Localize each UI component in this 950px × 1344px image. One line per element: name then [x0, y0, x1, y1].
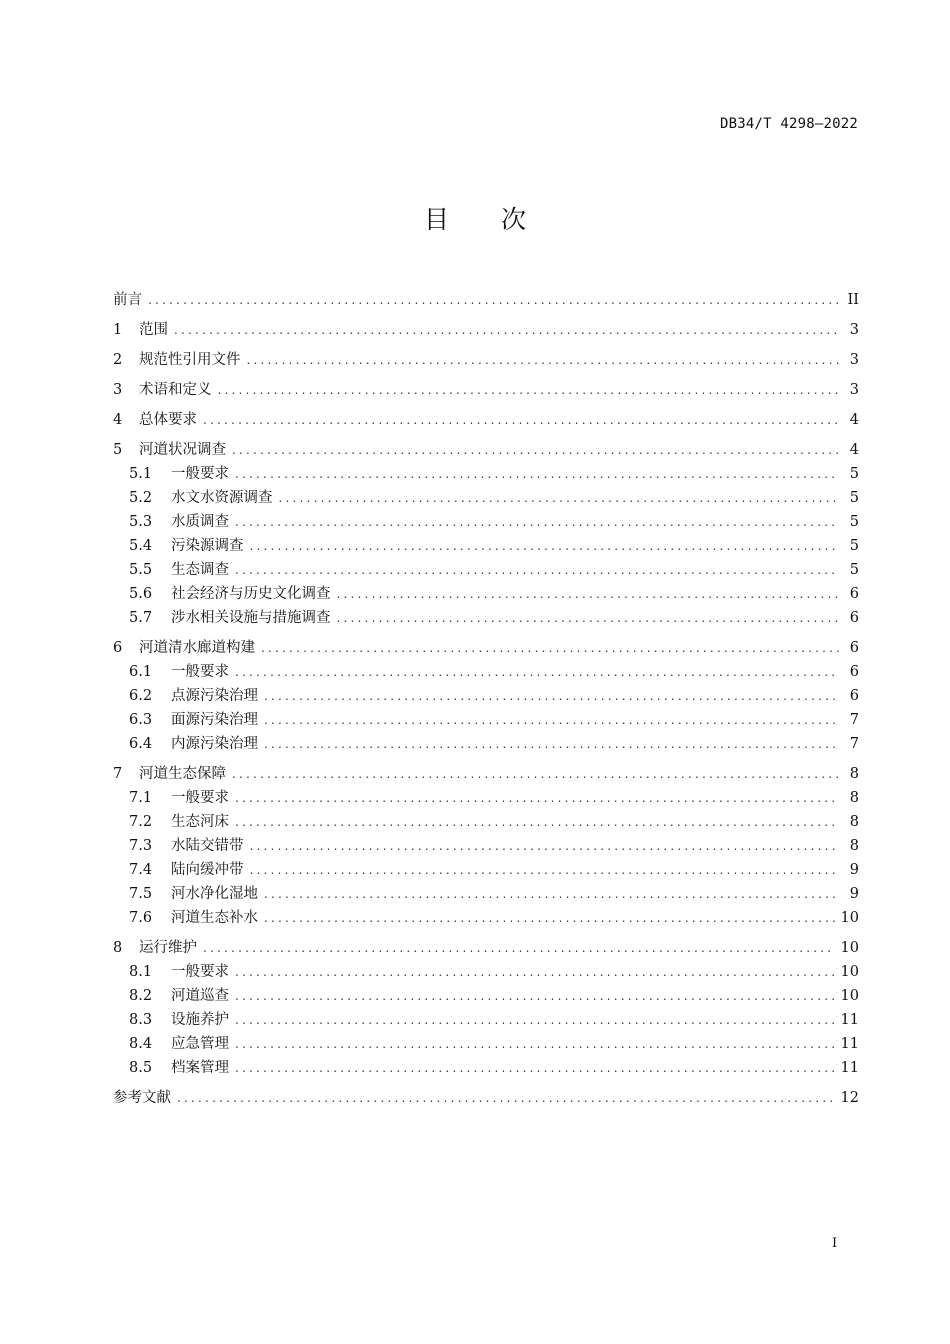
- toc-entry[interactable]: [113, 606, 859, 630]
- toc-leader-dots: [235, 660, 839, 684]
- toc-entry-number: 6.2: [129, 688, 153, 704]
- toc-entry-label: 水陆交错带: [171, 838, 244, 854]
- toc-entry-number: 7.2: [129, 814, 153, 830]
- toc-entry[interactable]: [113, 318, 859, 342]
- toc-leader-dots: [264, 732, 839, 756]
- toc-leader-dots: [264, 708, 839, 732]
- toc-entry-number: 4: [113, 412, 123, 428]
- toc-entry-label: 总体要求: [139, 412, 197, 428]
- toc-leader-dots: [250, 834, 840, 858]
- title-char-2: 次: [501, 205, 527, 234]
- toc-entry[interactable]: [113, 348, 859, 372]
- toc-entry-page: 10: [840, 988, 859, 1004]
- toc-entry-label: 规范性引用文件: [139, 352, 241, 368]
- toc-entry[interactable]: [113, 378, 859, 402]
- toc-entry[interactable]: [113, 906, 859, 930]
- toc-leader-dots: [247, 348, 840, 372]
- toc-entry-page: 10: [840, 910, 859, 926]
- toc-entry-page: 6: [849, 586, 859, 602]
- toc-entry[interactable]: [113, 1086, 859, 1110]
- toc-entry-label: 档案管理: [171, 1060, 229, 1076]
- toc-entry-number: 1: [113, 322, 123, 338]
- toc-leader-dots: [235, 810, 839, 834]
- toc-entry-label: 点源污染治理: [171, 688, 258, 704]
- toc-entry-number: 5.5: [129, 562, 153, 578]
- toc-entry-label: 面源污染治理: [171, 712, 258, 728]
- toc-entry-number: 5.6: [129, 586, 153, 602]
- toc-entry-page: 5: [849, 562, 859, 578]
- toc-entry-number: 8.1: [129, 964, 153, 980]
- toc-leader-dots: [235, 1032, 835, 1056]
- toc-entry-label: 生态调查: [171, 562, 229, 578]
- toc-leader-dots: [232, 438, 839, 462]
- toc-leader-dots: [235, 960, 835, 984]
- toc-leader-dots: [148, 288, 839, 312]
- toc-leader-dots: [250, 858, 840, 882]
- toc-entry-label: 一般要求: [171, 790, 229, 806]
- toc-leader-dots: [218, 378, 840, 402]
- document-code: DB34/T 4298—2022: [719, 116, 858, 132]
- toc-entry-page: 10: [840, 964, 859, 980]
- toc-entry-page: 8: [849, 838, 859, 854]
- toc-entry[interactable]: [113, 438, 859, 462]
- toc-entry-page: 7: [849, 736, 859, 752]
- toc-entry-label: 河水净化湿地: [171, 886, 258, 902]
- toc-entry[interactable]: [113, 762, 859, 786]
- toc-entry-page: 6: [849, 664, 859, 680]
- table-of-contents: [113, 288, 859, 1110]
- toc-entry-page: 8: [849, 766, 859, 782]
- toc-entry-number: 8.5: [129, 1060, 153, 1076]
- toc-entry-page: II: [847, 292, 859, 308]
- toc-entry-page: 9: [849, 886, 859, 902]
- toc-entry[interactable]: [113, 1032, 859, 1056]
- toc-leader-dots: [235, 1056, 835, 1080]
- toc-entry-page: 5: [849, 466, 859, 482]
- toc-entry-page: 3: [849, 352, 859, 368]
- toc-leader-dots: [177, 1086, 835, 1110]
- toc-entry-number: 2: [113, 352, 123, 368]
- toc-entry-label: 河道状况调查: [139, 442, 226, 458]
- toc-entry-number: 8.3: [129, 1012, 153, 1028]
- toc-entry[interactable]: [113, 636, 859, 660]
- toc-entry[interactable]: [113, 288, 859, 312]
- toc-leader-dots: [264, 906, 835, 930]
- page-number: I: [832, 1236, 838, 1251]
- toc-entry-page: 9: [849, 862, 859, 878]
- toc-entry-label: 应急管理: [171, 1036, 229, 1052]
- toc-entry-label: 水文水资源调查: [171, 490, 273, 506]
- toc-entry-number: 6.4: [129, 736, 153, 752]
- toc-entry-number: 7.1: [129, 790, 153, 806]
- toc-leader-dots: [235, 1008, 835, 1032]
- toc-entry-page: 6: [849, 610, 859, 626]
- toc-entry-number: 5.2: [129, 490, 153, 506]
- toc-entry-page: 5: [849, 538, 859, 554]
- toc-entry[interactable]: [113, 882, 859, 906]
- toc-entry[interactable]: [113, 810, 859, 834]
- toc-entry[interactable]: [113, 510, 859, 534]
- toc-entry-page: 8: [849, 814, 859, 830]
- toc-entry[interactable]: [113, 408, 859, 432]
- toc-entry-label: 运行维护: [139, 940, 197, 956]
- toc-entry[interactable]: [113, 1008, 859, 1032]
- toc-entry-number: 7.6: [129, 910, 153, 926]
- toc-entry-number: 5.7: [129, 610, 153, 626]
- toc-entry-page: 12: [840, 1090, 859, 1106]
- toc-entry-page: 3: [849, 382, 859, 398]
- toc-leader-dots: [279, 486, 840, 510]
- toc-entry-page: 4: [849, 442, 859, 458]
- toc-entry-page: 8: [849, 790, 859, 806]
- toc-entry-number: 5.4: [129, 538, 153, 554]
- toc-leader-dots: [235, 786, 839, 810]
- toc-leader-dots: [203, 408, 839, 432]
- toc-entry-number: 8.4: [129, 1036, 153, 1052]
- toc-entry[interactable]: [113, 732, 859, 756]
- toc-leader-dots: [261, 636, 839, 660]
- page-title: [0, 200, 950, 236]
- toc-entry-label: 陆向缓冲带: [171, 862, 244, 878]
- toc-entry-page: 4: [849, 412, 859, 428]
- title-char-1: 目: [423, 205, 449, 234]
- toc-entry-page: 11: [840, 1036, 859, 1052]
- toc-entry-label: 河道生态保障: [139, 766, 226, 782]
- toc-entry[interactable]: [113, 684, 859, 708]
- toc-entry-number: 6: [113, 640, 123, 656]
- toc-entry-label: 河道清水廊道构建: [139, 640, 255, 656]
- toc-entry[interactable]: [113, 936, 859, 960]
- toc-entry-label: 河道生态补水: [171, 910, 258, 926]
- toc-entry-number: 6.3: [129, 712, 153, 728]
- toc-entry-label: 参考文献: [113, 1090, 171, 1106]
- toc-entry-page: 10: [840, 940, 859, 956]
- toc-entry-page: 11: [840, 1060, 859, 1076]
- toc-entry-page: 5: [849, 490, 859, 506]
- toc-entry-number: 7.5: [129, 886, 153, 902]
- toc-entry-label: 生态河床: [171, 814, 229, 830]
- toc-entry-number: 8: [113, 940, 123, 956]
- toc-entry-page: 7: [849, 712, 859, 728]
- toc-entry[interactable]: [113, 1056, 859, 1080]
- toc-leader-dots: [203, 936, 835, 960]
- toc-leader-dots: [337, 582, 840, 606]
- toc-entry-page: 3: [849, 322, 859, 338]
- toc-entry-page: 11: [840, 1012, 859, 1028]
- toc-entry-label: 前言: [113, 292, 142, 308]
- toc-entry-number: 7.4: [129, 862, 153, 878]
- toc-entry[interactable]: [113, 462, 859, 486]
- toc-entry[interactable]: [113, 558, 859, 582]
- toc-entry[interactable]: [113, 960, 859, 984]
- toc-leader-dots: [337, 606, 840, 630]
- toc-entry-label: 污染源调查: [171, 538, 244, 554]
- toc-entry-page: 6: [849, 640, 859, 656]
- toc-entry-label: 河道巡查: [171, 988, 229, 1004]
- toc-entry-number: 7.3: [129, 838, 153, 854]
- toc-leader-dots: [235, 510, 839, 534]
- toc-entry-page: 5: [849, 514, 859, 530]
- toc-leader-dots: [235, 984, 835, 1008]
- toc-entry-label: 一般要求: [171, 964, 229, 980]
- toc-entry-number: 5.1: [129, 466, 153, 482]
- toc-entry[interactable]: [113, 660, 859, 684]
- toc-leader-dots: [250, 534, 840, 558]
- toc-entry-number: 6.1: [129, 664, 153, 680]
- toc-entry-number: 5.3: [129, 514, 153, 530]
- toc-leader-dots: [264, 882, 839, 906]
- toc-entry-number: 5: [113, 442, 123, 458]
- toc-leader-dots: [235, 558, 839, 582]
- toc-entry-label: 一般要求: [171, 664, 229, 680]
- toc-entry[interactable]: [113, 786, 859, 810]
- toc-entry-label: 设施养护: [171, 1012, 229, 1028]
- toc-leader-dots: [232, 762, 839, 786]
- toc-entry[interactable]: [113, 582, 859, 606]
- toc-entry-label: 范围: [139, 322, 168, 338]
- toc-entry-label: 术语和定义: [139, 382, 212, 398]
- toc-entry-page: 6: [849, 688, 859, 704]
- toc-entry-label: 涉水相关设施与措施调查: [171, 610, 331, 626]
- toc-entry-label: 社会经济与历史文化调查: [171, 586, 331, 602]
- toc-entry[interactable]: [113, 858, 859, 882]
- toc-entry[interactable]: [113, 534, 859, 558]
- toc-entry-label: 水质调查: [171, 514, 229, 530]
- toc-leader-dots: [235, 462, 839, 486]
- toc-entry-label: 一般要求: [171, 466, 229, 482]
- toc-leader-dots: [174, 318, 839, 342]
- toc-entry-label: 内源污染治理: [171, 736, 258, 752]
- toc-entry-number: 7: [113, 766, 123, 782]
- toc-leader-dots: [264, 684, 839, 708]
- toc-entry[interactable]: [113, 486, 859, 510]
- toc-entry[interactable]: [113, 708, 859, 732]
- toc-entry-number: 8.2: [129, 988, 153, 1004]
- toc-entry[interactable]: [113, 984, 859, 1008]
- toc-entry[interactable]: [113, 834, 859, 858]
- toc-entry-number: 3: [113, 382, 123, 398]
